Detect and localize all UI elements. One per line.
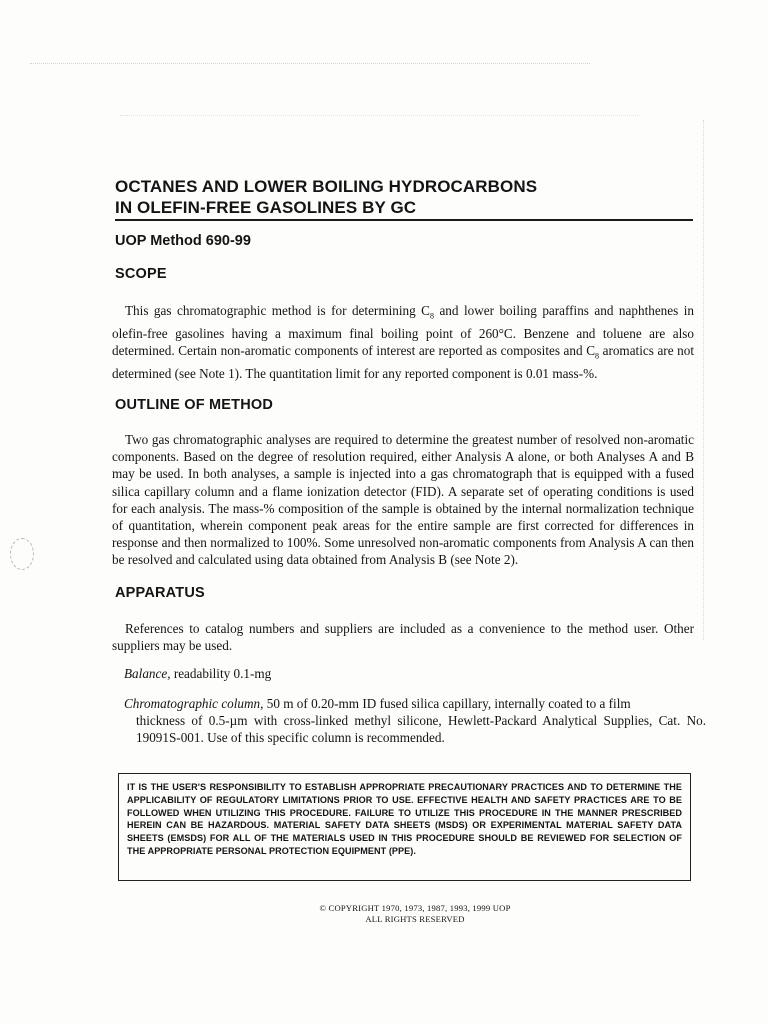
scope-text-2: and lower boiling paraffins and naphthenes in olefin-free gasolines having a maximum final boiling point of 260°C. Benzene and toluene are also determined. Certain non-aromatic components of interest are reported as composites and C	[112, 303, 694, 359]
title-line-1: OCTANES AND LOWER BOILING HYDROCARBONS	[115, 177, 538, 196]
scope-paragraph	[112, 302, 694, 382]
binder-hole-mark	[10, 538, 34, 570]
title-line-2: IN OLEFIN-FREE GASOLINES BY GC	[115, 198, 417, 217]
outline-heading: OUTLINE OF METHOD	[115, 397, 274, 413]
column-text-1: , 50 m of 0.20-mm ID fused silica capillary, internally coated to a film	[260, 696, 631, 711]
scope-subscript-1: 8	[429, 311, 434, 321]
scan-noise-upper	[120, 115, 640, 117]
apparatus-heading: APPARATUS	[115, 585, 205, 601]
safety-warning-text: IT IS THE USER'S RESPONSIBILITY TO ESTABLISH APPROPRIATE PRECAUTIONARY PRACTICES AND TO DETERMINE THE APPLICABILITY OF REGULATORY LIMITATIONS PRIOR TO USE. EFFECTIVE HEALTH AND SAFETY PRACTICES ARE TO BE FOLLOWED WHEN UTILIZING THIS PROCEDURE. FAILURE TO UTILIZE THIS PROCEDURE IN THE MANNER PRESCRIBED HEREIN CAN BE HAZARDOUS. MATERIAL SAFETY DATA SHEETS (MSDS) OR EXPERIMENTAL MATERIAL SAFETY DATA SHEETS (EMSDS) FOR ALL OF THE MATERIALS USED IN THIS PROCEDURE SHOULD BE REVIEWED FOR SELECTION OF THE APPROPRIATE PERSONAL PROTECTION EQUIPMENT (PPE).	[127, 782, 682, 856]
balance-text: , readability 0.1-mg	[167, 666, 272, 681]
title-rule	[115, 219, 693, 221]
copyright-line: © COPYRIGHT 1970, 1973, 1987, 1993, 1999 UOP	[319, 903, 511, 913]
scan-noise-right-edge	[703, 120, 705, 640]
balance-item	[112, 665, 706, 682]
copyright-footer	[0, 903, 768, 925]
rights-reserved-line: ALL RIGHTS RESERVED	[365, 914, 465, 924]
scope-text-1: This gas chromatographic method is for determining C	[125, 303, 430, 318]
apparatus-intro: References to catalog numbers and suppliers are included as a convenience to the method user. Other suppliers may be used.	[112, 621, 694, 654]
scope-text-3: aromatics are not determined (see Note 1). The quantitation limit for any reported component is 0.01 mass-%.	[112, 343, 694, 381]
column-label: Chromatographic column	[124, 696, 261, 711]
safety-warning-box	[118, 773, 691, 881]
scan-noise-top	[30, 63, 590, 65]
column-item	[112, 695, 706, 747]
column-text-2: thickness of 0.5-µm with cross-linked methyl silicone, Hewlett-Packard Analytical Supplies, Cat. No. 19091S-001. Use of this specific column is recommended.	[136, 713, 706, 746]
scope-heading: SCOPE	[115, 266, 167, 282]
balance-label: Balance	[124, 666, 168, 681]
method-number: UOP Method 690-99	[115, 233, 251, 249]
scope-subscript-2: 8	[595, 351, 599, 361]
document-title	[115, 176, 537, 218]
outline-paragraph: Two gas chromatographic analyses are required to determine the greatest number of resolved non-aromatic components. Based on the degree of resolution required, either Analysis A alone, or both Analyses A and B may be used. In both analyses, a sample is injected into a gas chromatograph that is equipped with a fused silica capillary column and a flame ionization detector (FID). A separate set of operating conditions is used for each analysis. The mass-% composition of the sample is obtained by the internal normalization technique of quantitation, wherein component peak areas for the entire sample are first corrected for differences in response and then normalized to 100%. Some unresolved non-aromatic components from Analysis A can then be resolved and calculated using data obtained from Analysis B (see Note 2).	[112, 432, 694, 568]
